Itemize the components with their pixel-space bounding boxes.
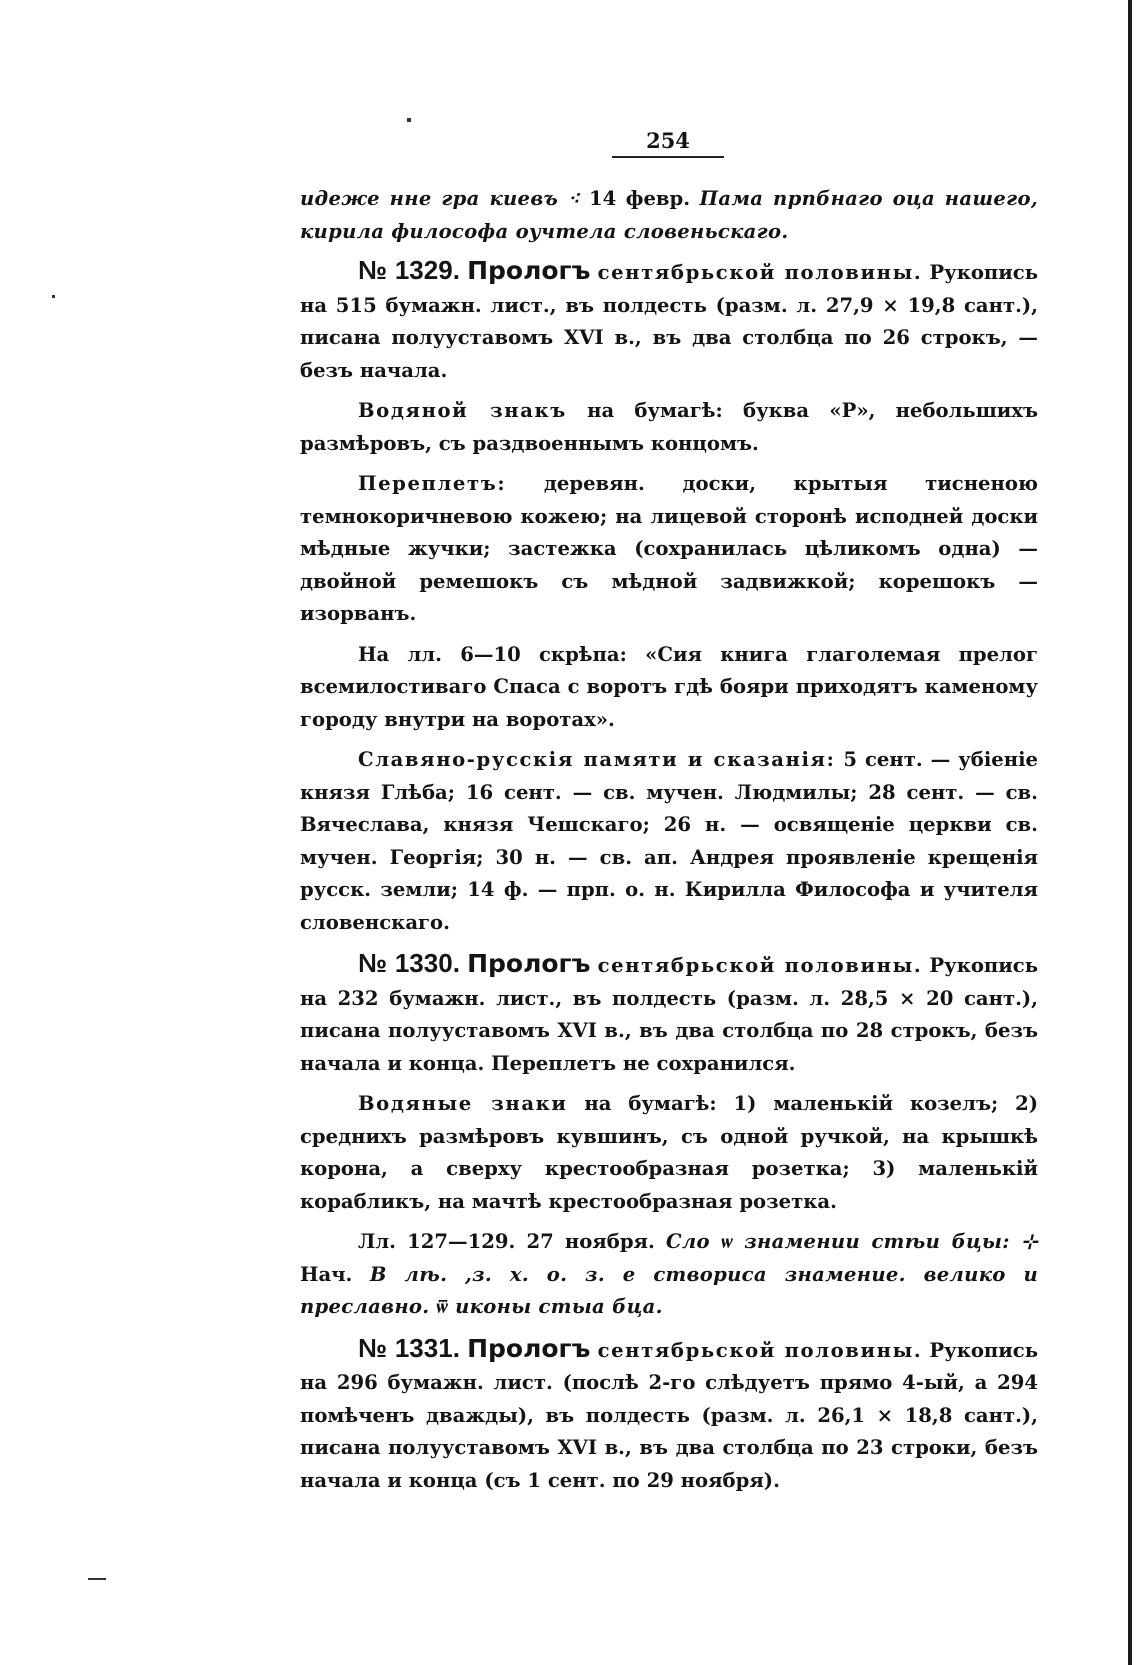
entry-number: № 1331. [358, 1332, 460, 1363]
page-number-text: 254 [646, 128, 690, 153]
entry-title: Прологъ [467, 949, 591, 978]
entry-lead: сентябрьской половины. [597, 261, 923, 284]
watermark-text: на бумагѣ: буква «Р», небольшихъ размѣровъ, съ раздвоеннымъ концомъ. [300, 399, 1038, 455]
memorials-text: 5 сент. — убіеніе князя Глѣба; 16 сент. — св. мучен. Людмилы; 28 сент. — св. Вячеслава, князя Чешскаго; 26 н. — освященіе церкви св. мучен. Георгія; 30 н. — св. ап. Андрея проявленіе крещенія русск. земли; 14 ф. — прп. о. н. Кирилла Философа и учителя словенскаго. [300, 748, 1038, 934]
church-slavonic-text: Пама прпбнаго оца нашего, кирила философа оучтела словеньскаго. [300, 187, 1038, 243]
entry-1330-watermark [300, 1088, 1038, 1218]
ink-speck [407, 118, 411, 122]
page-body [300, 183, 1038, 1505]
church-slavonic-text: В лѣ. ,з. х. о. з. е створиса знамение. велико и преславно. ѿ иконы стыа бца. [300, 1262, 1038, 1318]
entry-title: Прологъ [467, 256, 591, 285]
watermark-text: на бумагѣ: 1) маленькій козелъ; 2) среднихъ размѣровъ кувшинъ, съ одной ручкой, на крышкѣ корона, а сверху крестообразная розетка; 3) маленькій корабликъ, на мачтѣ крестообразная розетка. [300, 1092, 1039, 1213]
entry-1329-memorials [300, 744, 1038, 939]
opening-paragraph [300, 183, 1038, 248]
entry-1329-binding [300, 468, 1038, 631]
entry-1331-header [300, 1332, 1038, 1498]
ink-speck [52, 295, 55, 298]
memorials-label: Славяно-русскія памяти и сказанія: [358, 748, 836, 771]
entry-1329-inscription [300, 639, 1038, 737]
entry-lead: сентябрьской половины. [597, 1338, 923, 1362]
binding-text: деревян. доски, крытыя тисненою темнокоричневою кожею; на лицевой сторонѣ исподней доски мѣдные жучки; застежка (сохранилась цѣликомъ одна) — двойной ремешокъ съ мѣдной задвижкой; корешокъ — изорванъ. [300, 472, 1038, 625]
incipit-label: Нач. [300, 1262, 353, 1286]
entry-lead: сентябрьской половины. [597, 954, 923, 977]
entry-description: Рукопись на 296 бумажн. лист. (послѣ 2-го слѣдуетъ прямо 4-ый, а 294 помѣченъ дважды), въ полдесть (разм. л. 26,1 × 18,8 сант.), писана полууставомъ XVI в., въ два столбца по 23 строки, безъ начала и конца (съ 1 сент. по 29 ноября). [300, 1338, 1039, 1492]
binding-label: Переплетъ: [358, 472, 507, 495]
church-slavonic-title: Сло ѡ знамении стѣи бцы: ⊹ [665, 1230, 1038, 1253]
entry-number: № 1329. [358, 255, 460, 285]
entry-description: Рукопись на 515 бумажн. лист., въ полдесть (разм. л. 27,9 × 19,8 сант.), писана полууставомъ XVI в., въ два столбца по 26 строкъ, — безъ начала. [300, 261, 1039, 382]
entry-1330-leaves [300, 1226, 1038, 1324]
entry-number: № 1330. [358, 948, 460, 978]
church-slavonic-text: идеже нне гра киевъ ⁖ [300, 187, 580, 210]
entry-1329-header [300, 254, 1038, 387]
ink-speck [88, 1578, 106, 1580]
entry-description: Рукопись на 232 бумажн. лист., въ полдесть (разм. л. 28,5 × 20 сант.), писана полууставомъ XVI в., въ два столбца по 28 строкъ, безъ начала и конца. Переплетъ не сохранился. [300, 954, 1039, 1075]
date-text: 14 февр. [589, 187, 691, 210]
leaves-reference: Лл. 127—129. 27 ноября. [358, 1230, 655, 1253]
page-edge-shadow [1128, 0, 1132, 1665]
entry-title: Прологъ [467, 1333, 591, 1363]
watermark-label: Водяные знаки [358, 1092, 568, 1115]
entry-1329-watermark [300, 395, 1038, 460]
entry-1330-header [300, 947, 1038, 1080]
watermark-label: Водяной знакъ [358, 399, 567, 422]
inscription-text: На лл. 6—10 скрѣпа: «Сия книга глаголемая прелог всемилостиваго Спаса с воротъ гдѣ бояри приходятъ каменому городу внутри на воротах». [300, 642, 1038, 731]
page-number [612, 128, 724, 158]
